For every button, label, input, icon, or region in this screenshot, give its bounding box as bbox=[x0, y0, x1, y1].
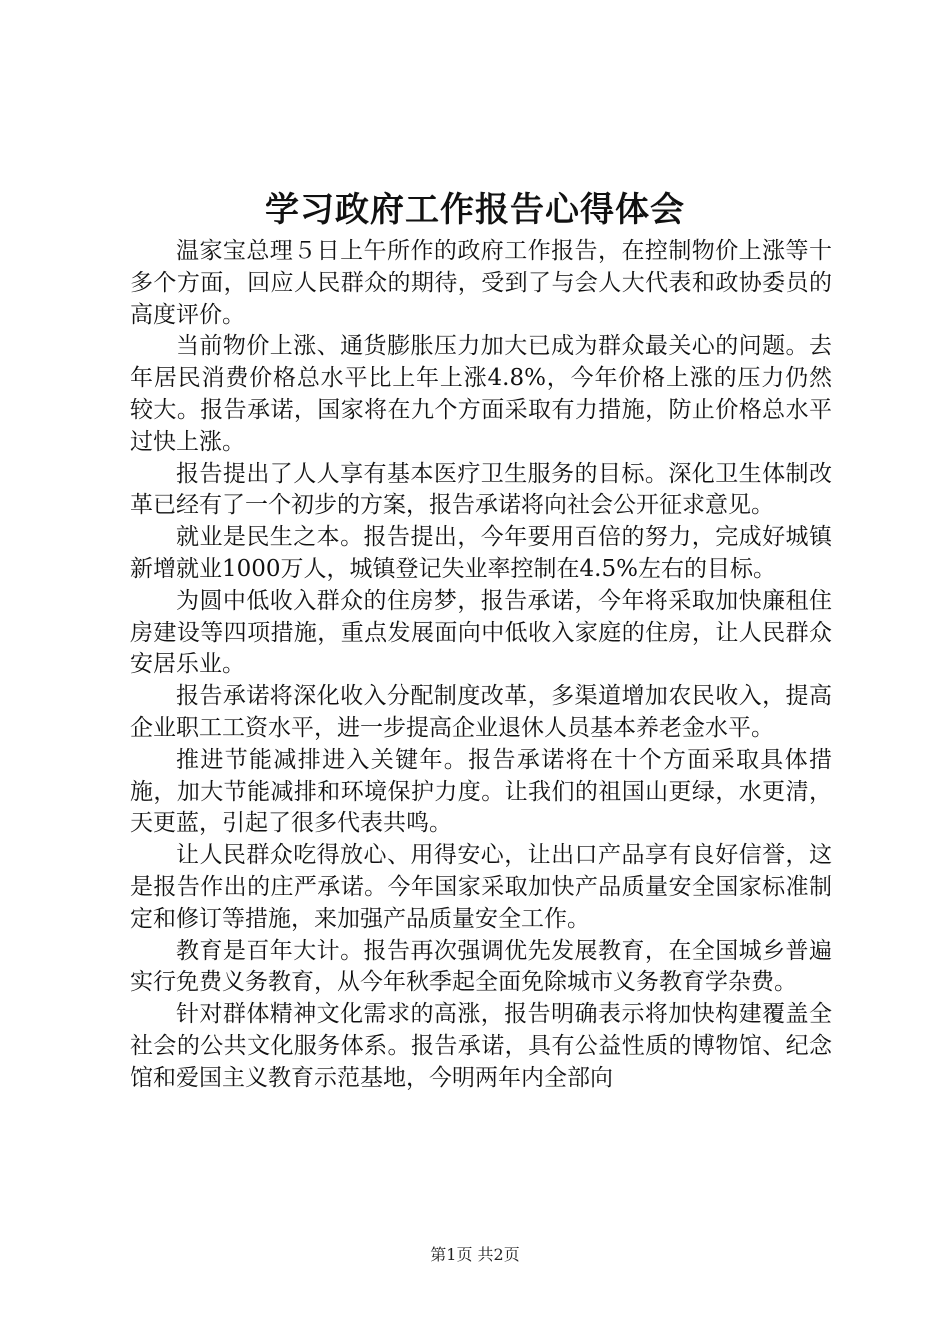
paragraph-6: 报告承诺将深化收入分配制度改革，多渠道增加农民收入，提高企业职工工资水平，进一步提高企业退休人员基本养老金水平。 bbox=[130, 683, 832, 741]
paragraph-8: 让人民群众吃得放心、用得安心，让出口产品享有良好信誉，这是报告作出的庄严承诺。今年国家采取加快产品质量安全国家标准制定和修订等措施，来加强产品质量安全工作。 bbox=[130, 842, 832, 932]
paragraph-3: 报告提出了人人享有基本医疗卫生服务的目标。深化卫生体制改革已经有了一个初步的方案，报告承诺将向社会公开征求意见。 bbox=[130, 460, 832, 519]
paragraph-10: 针对群体精神文化需求的高涨，报告明确表示将加快构建覆盖全社会的公共文化服务体系。报告承诺，具有公益性质的博物馆、纪念馆和爱国主义教育示范基地，今明两年内全部向 bbox=[130, 1001, 832, 1091]
paragraph-5: 为圆中低收入群众的住房梦，报告承诺，今年将采取加快廉租住房建设等四项措施，重点发展面向中低收入家庭的住房，让人民群众安居乐业。 bbox=[130, 587, 832, 678]
paragraph-2: 当前物价上涨、通货膨胀压力加大已成为群众最关心的问题。去年居民消费价格总水平比上年上涨4.8%，今年价格上涨的压力仍然较大。报告承诺，国家将在九个方面采取有力措施，防止价格总水平过快上涨。 bbox=[130, 333, 832, 455]
document-title: 学习政府工作报告心得体会 bbox=[265, 190, 685, 230]
document-body bbox=[130, 236, 832, 1095]
page-footer: 第1页 共2页 bbox=[430, 1245, 520, 1264]
paragraph-1: 温家宝总理５日上午所作的政府工作报告，在控制物价上涨等十多个方面，回应人民群众的期待，受到了与会人大代表和政协委员的高度评价。 bbox=[130, 238, 832, 328]
paragraph-7: 推进节能减排进入关键年。报告承诺将在十个方面采取具体措施，加大节能减排和环境保护力度。让我们的祖国山更绿，水更清，天更蓝，引起了很多代表共鸣。 bbox=[130, 746, 832, 837]
paragraph-4: 就业是民生之本。报告提出，今年要用百倍的努力，完成好城镇新增就业1000万人，城镇登记失业率控制在4.5%左右的目标。 bbox=[130, 524, 832, 582]
paragraph-9: 教育是百年大计。报告再次强调优先发展教育，在全国城乡普遍实行免费义务教育，从今年秋季起全面免除城市义务教育学杂费。 bbox=[130, 937, 832, 996]
